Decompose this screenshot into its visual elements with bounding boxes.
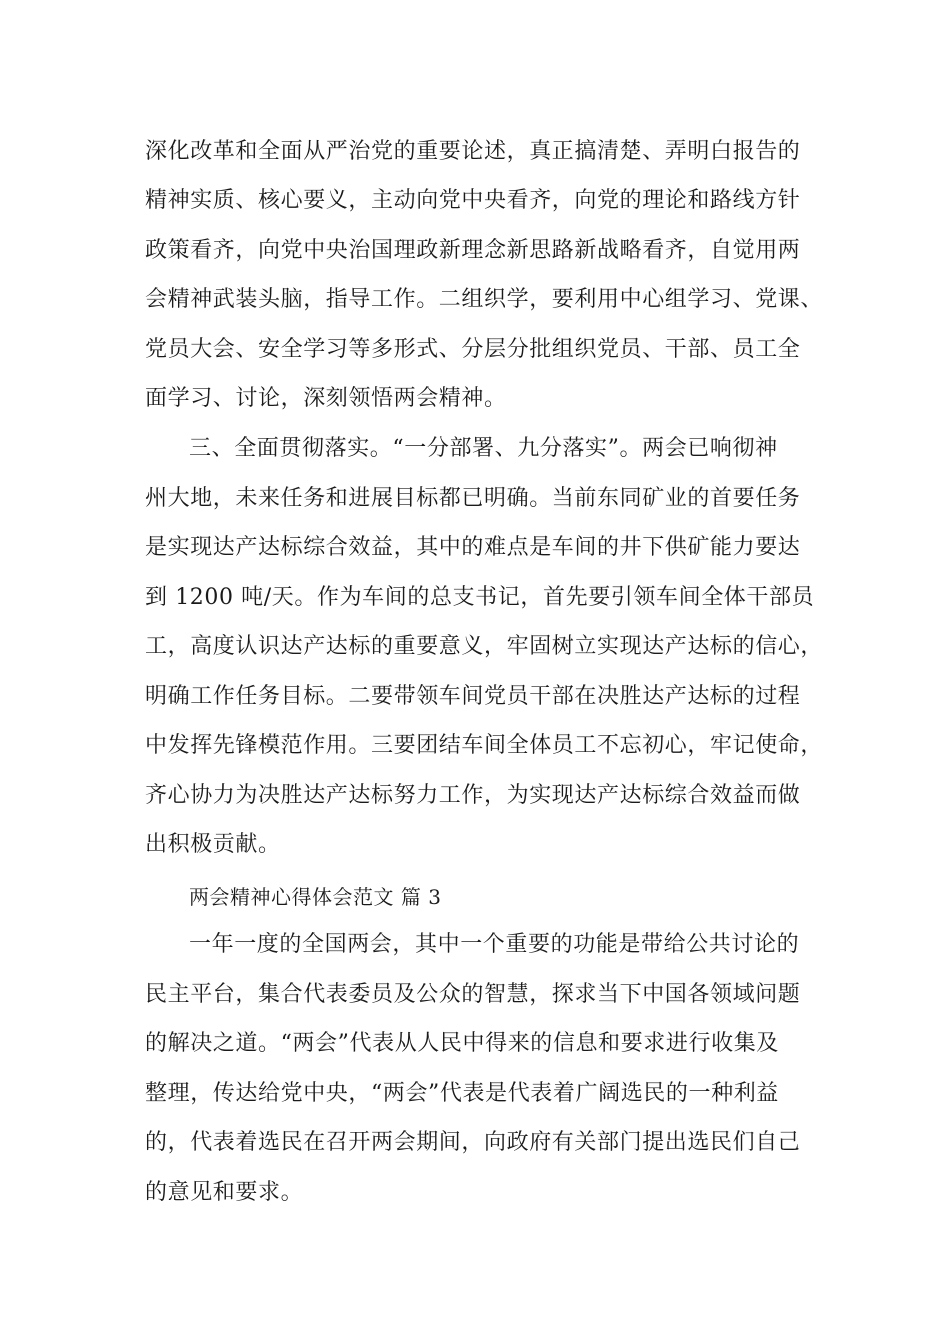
text-line: 政策看齐，向党中央治国理政新理念新思路新战略看齐，自觉用两 [145, 238, 801, 263]
text-line: 面学习、讨论，深刻领悟两会精神。 [145, 386, 507, 411]
text-line: 精神实质、核心要义，主动向党中央看齐，向党的理论和路线方针 [145, 188, 801, 213]
text-line: 中发挥先锋模范作用。三要团结车间全体员工不忘初心，牢记使命， [145, 733, 824, 758]
text-line: 是实现达产达标综合效益，其中的难点是车间的井下供矿能力要达 [145, 535, 801, 560]
text-line: 明确工作任务目标。二要带领车间党员干部在决胜达产达标的过程 [145, 684, 801, 709]
text-line: 州大地，未来任务和进展目标都已明确。当前东同矿业的首要任务 [145, 486, 801, 511]
paragraph-start-line: 一年一度的全国两会，其中一个重要的功能是带给公共讨论的 [189, 932, 800, 957]
text-line: 深化改革和全面从严治党的重要论述，真正搞清楚、弄明白报告的 [145, 139, 801, 164]
text-line: 出积极贡献。 [145, 832, 281, 857]
section-heading: 两会精神心得体会范文 篇 3 [189, 885, 442, 909]
text-line: 整理，传达给党中央，“两会”代表是代表着广阔选民的一种利益 [145, 1081, 779, 1106]
text-line: 的解决之道。“两会”代表从人民中得来的信息和要求进行收集及 [145, 1031, 779, 1056]
text-line: 民主平台，集合代表委员及公众的智慧，探求当下中国各领域问题 [145, 982, 801, 1007]
text-line: 的，代表着选民在召开两会期间，向政府有关部门提出选民们自己 [145, 1130, 801, 1155]
text-line: 到 1200 吨/天。作为车间的总支书记，首先要引领车间全体干部员 [145, 585, 815, 610]
text-line: 党员大会、安全学习等多形式、分层分批组织党员、干部、员工全 [145, 337, 801, 362]
text-line: 工，高度认识达产达标的重要意义，牢固树立实现达产达标的信心， [145, 634, 824, 659]
text-line: 的意见和要求。 [145, 1180, 304, 1205]
text-line: 会精神武装头脑，指导工作。二组织学，要利用中心组学习、党课、 [145, 287, 824, 312]
paragraph-start-line: 三、全面贯彻落实。“一分部署、九分落实”。两会已响彻神 [189, 436, 778, 461]
text-line: 齐心协力为决胜达产达标努力工作，为实现达产达标综合效益而做 [145, 783, 801, 808]
